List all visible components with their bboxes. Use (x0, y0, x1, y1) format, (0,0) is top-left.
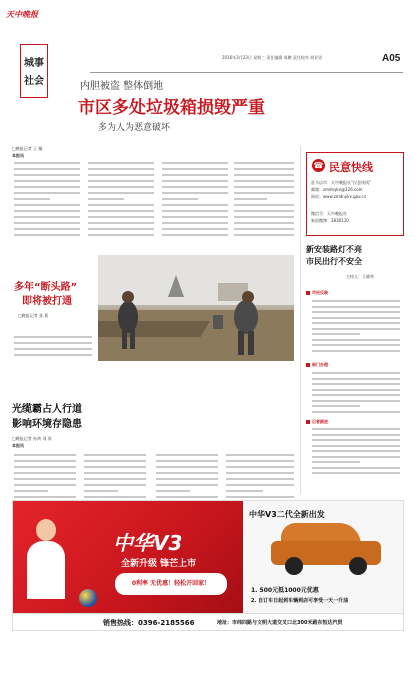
text-line (312, 439, 400, 441)
column-divider (300, 146, 301, 494)
text-line (234, 180, 294, 182)
text-line (162, 168, 228, 170)
text-line (14, 168, 80, 170)
text-line (226, 460, 294, 462)
text-line (234, 228, 294, 230)
sidebar-bullet-3 (306, 420, 310, 424)
hotline-title: 民意快线 (329, 161, 373, 174)
text-line (312, 400, 400, 402)
text-line (234, 204, 294, 206)
lead-reporter-label: 本报讯 (12, 153, 24, 158)
text-line (312, 311, 400, 313)
text-line (14, 348, 92, 350)
hotline-detail-3: 网站：www.zmdnykx.gov.cn (311, 194, 367, 199)
text-line (234, 186, 294, 188)
text-line (226, 478, 294, 480)
text-line (312, 450, 400, 452)
text-line (88, 186, 154, 188)
ad-car (271, 523, 381, 577)
hotline-box (306, 152, 404, 236)
text-line (162, 198, 198, 200)
text-line (88, 162, 154, 164)
text-line (14, 216, 80, 218)
date-line: 2016年3月23日 星期三 责任编辑 周鹏 责任校对 胡亚男 (222, 55, 323, 60)
text-line (88, 222, 154, 224)
hotline-detail-2: 邮箱：zmdnykx@126.com (311, 187, 363, 192)
text-line (312, 378, 400, 380)
text-line (234, 192, 294, 194)
hotline-wechat-1: 微信号：天中晚报社 (311, 211, 347, 216)
text-line (88, 210, 154, 212)
text-line (84, 484, 146, 486)
hotline-detail-1: 驻马店市：天中晚报社“民意快线” (311, 180, 372, 185)
text-line (14, 234, 80, 236)
text-line (14, 186, 80, 188)
text-line (312, 394, 400, 396)
ad-banner (12, 500, 404, 631)
text-line (312, 322, 400, 324)
third-byline: □晚报记者 孙鸿 刘 涛 (12, 436, 52, 441)
text-line (162, 204, 228, 206)
text-line (226, 484, 294, 486)
text-line (14, 472, 76, 474)
text-line (14, 204, 80, 206)
ad-phone: 销售热线：0396-2185566 (103, 619, 195, 627)
text-line (226, 496, 294, 498)
text-line (14, 210, 80, 212)
text-line (312, 383, 400, 385)
text-line (156, 454, 218, 456)
text-line (226, 472, 294, 474)
text-line (84, 454, 146, 456)
third-reporter-label: 本报讯 (12, 443, 24, 448)
third-title-1: 光缆霸占人行道 (12, 404, 82, 415)
text-line (88, 168, 154, 170)
sidebar-title-1: 新安装路灯不亮 (306, 245, 362, 254)
text-line (14, 484, 76, 486)
text-line (88, 192, 154, 194)
text-line (84, 472, 146, 474)
text-line (14, 460, 76, 462)
hotline-phone-icon: ☎ (313, 161, 324, 170)
text-line (312, 428, 400, 430)
text-line (14, 198, 50, 200)
text-line (312, 461, 360, 463)
text-line (312, 317, 400, 319)
sidebar-subhead-3: 记者跟进 (312, 419, 328, 424)
text-line (234, 210, 294, 212)
text-line (14, 192, 80, 194)
feature-title-2: 即将被打通 (22, 296, 72, 307)
text-line (14, 174, 80, 176)
feature-title-1: 多年“断头路” (14, 282, 78, 293)
text-line (312, 389, 400, 391)
ad-brand: 中华V3 (113, 531, 183, 555)
ad-volleyball (79, 589, 97, 607)
headline-kicker: 内胆被盗 整体倒地 (80, 81, 164, 92)
text-line (156, 466, 218, 468)
text-line (156, 478, 218, 480)
text-line (88, 174, 154, 176)
ad-tagline: 全新升级 锋芒上市 (121, 559, 197, 569)
text-line (156, 496, 218, 498)
text-line (84, 496, 146, 498)
text-line (234, 198, 267, 200)
news-photo (98, 255, 294, 361)
text-line (84, 478, 146, 480)
text-line (312, 344, 400, 346)
text-line (162, 234, 228, 236)
text-line (234, 234, 294, 236)
text-line (162, 192, 228, 194)
headline-main: 市区多处垃圾箱损毁严重 (78, 98, 265, 118)
text-line (88, 198, 124, 200)
text-line (14, 222, 80, 224)
text-line (312, 472, 400, 474)
text-line (234, 162, 294, 164)
text-line (312, 411, 400, 413)
text-line (312, 339, 400, 341)
text-line (312, 467, 400, 469)
text-line (162, 180, 228, 182)
feature-byline: □晚报记者 张 莉 (18, 313, 49, 318)
text-line (14, 354, 92, 356)
page-number: A05 (382, 53, 401, 64)
text-line (156, 472, 218, 474)
text-line (156, 460, 218, 462)
text-line (14, 336, 92, 338)
text-line (312, 350, 400, 352)
third-title-2: 影响环境存隐患 (12, 419, 82, 430)
text-line (226, 454, 294, 456)
sidebar-byline: 主持人：王晓华 (346, 274, 374, 279)
text-line (14, 342, 92, 344)
ad-footer (13, 613, 403, 631)
ad-right-title: 中华V3二代全新出发 (249, 510, 325, 519)
ad-benefit-1: 1. 500元抵1000元优惠 (251, 587, 319, 594)
sidebar-bullet-1 (306, 291, 310, 295)
text-line (234, 174, 294, 176)
text-line (312, 434, 400, 436)
text-line (312, 445, 400, 447)
text-line (162, 216, 228, 218)
sidebar-subhead-1: 市民反映 (312, 290, 328, 295)
ad-right-panel (245, 501, 403, 613)
text-line (14, 478, 76, 480)
sidebar-bullet-2 (306, 363, 310, 367)
text-line (88, 180, 154, 182)
text-line (88, 228, 154, 230)
text-line (312, 372, 400, 374)
ad-left-panel (13, 501, 243, 613)
text-line (234, 216, 294, 218)
text-line (162, 186, 228, 188)
text-line (14, 490, 48, 492)
section-label (20, 44, 48, 98)
text-line (14, 454, 76, 456)
text-line (312, 456, 400, 458)
text-line (14, 228, 80, 230)
photo-scene (98, 255, 294, 361)
hotline-wechat-2: 新浪微博：2830110 (311, 218, 349, 223)
text-line (162, 162, 228, 164)
logo: 天中晚报 (6, 9, 38, 19)
lead-byline: □晚报记者 王 楠 (12, 146, 43, 151)
text-line (162, 174, 228, 176)
text-line (162, 222, 228, 224)
text-line (234, 222, 294, 224)
text-line (156, 484, 218, 486)
masthead-rule (90, 72, 403, 73)
sidebar-article (306, 242, 402, 492)
sidebar-subhead-2: 部门办理 (312, 362, 328, 367)
text-line (84, 460, 146, 462)
text-line (14, 496, 76, 498)
text-line (84, 490, 118, 492)
ad-promo: 0利率 无优惠！轻松开回家！ (115, 573, 227, 595)
text-line (312, 405, 360, 407)
headline-deck: 多为人为恶意破坏 (98, 123, 171, 133)
text-line (226, 490, 263, 492)
text-line (312, 300, 400, 302)
text-line (14, 180, 80, 182)
text-line (88, 204, 154, 206)
text-line (14, 162, 80, 164)
section-title-2: 社会 (24, 76, 44, 87)
text-line (156, 490, 190, 492)
text-line (88, 216, 154, 218)
text-line (234, 168, 294, 170)
text-line (88, 234, 154, 236)
ad-benefit-2: 2. 自订车日起到车辆到店可享受一天一升油 (251, 598, 349, 604)
text-line (84, 466, 146, 468)
text-line (226, 466, 294, 468)
text-line (162, 210, 228, 212)
text-line (14, 466, 76, 468)
text-line (312, 306, 400, 308)
ad-person (27, 519, 65, 599)
sidebar-title-2: 市民出行不安全 (306, 257, 362, 266)
text-line (312, 328, 400, 330)
text-line (162, 228, 228, 230)
section-title-1: 城事 (24, 58, 44, 69)
ad-address: 地址：市纬四路与文明大道交叉口北300米路东恒达汽贸 (217, 620, 343, 626)
text-line (312, 333, 360, 335)
